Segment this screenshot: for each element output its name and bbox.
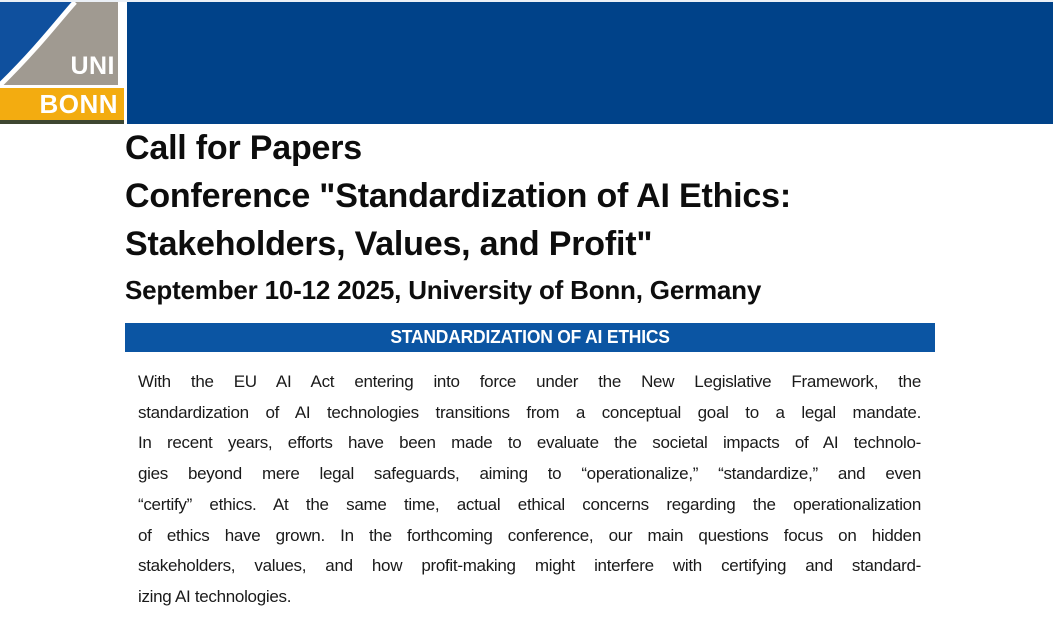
logo-gray-square	[0, 2, 118, 85]
body-text-line: izing AI technologies.	[138, 586, 292, 606]
section-banner-label: STANDARDIZATION OF AI ETHICS	[390, 327, 670, 347]
body-paragraph	[138, 367, 921, 613]
page-title-line1: Call for Papers	[125, 129, 362, 167]
logo-gold-band	[0, 88, 124, 120]
body-text-line: standardization of AI technologies transitions from a conceptual goal to a legal mandate.	[138, 402, 921, 422]
body-text-line: stakeholders, values, and how profit-making might interfere with certifying and standard-	[138, 556, 921, 576]
logo-shadow-strip	[0, 120, 124, 124]
header-top-edge	[0, 0, 1053, 2]
body-text-line: In recent years, efforts have been made to evaluate the societal impacts of AI technolo-	[138, 433, 921, 453]
conference-date-location: September 10-12 2025, University of Bonn, Germany	[125, 275, 762, 305]
section-banner	[125, 323, 935, 352]
body-text-line: “certify” ethics. At the same time, actual ethical concerns regarding the operationalization	[138, 494, 921, 514]
title-block	[125, 124, 985, 308]
body-text-line: of ethics have grown. In the forthcoming conference, our main questions focus on hidden	[138, 525, 921, 545]
body-text-line: gies beyond mere legal safeguards, aiming to “operationalize,” “standardize,” and even	[138, 464, 921, 484]
page-title-line2: Conference "Standardization of AI Ethics:	[125, 177, 791, 215]
body-text-line: With the EU AI Act entering into force under the New Legislative Framework, the	[138, 372, 921, 391]
logo-uni-text: UNI	[70, 52, 115, 80]
logo-bonn-text: BONN	[39, 89, 118, 119]
uni-bonn-logo	[0, 2, 127, 124]
header-bar	[0, 0, 1053, 124]
page-title-line3: Stakeholders, Values, and Profit"	[125, 225, 653, 263]
